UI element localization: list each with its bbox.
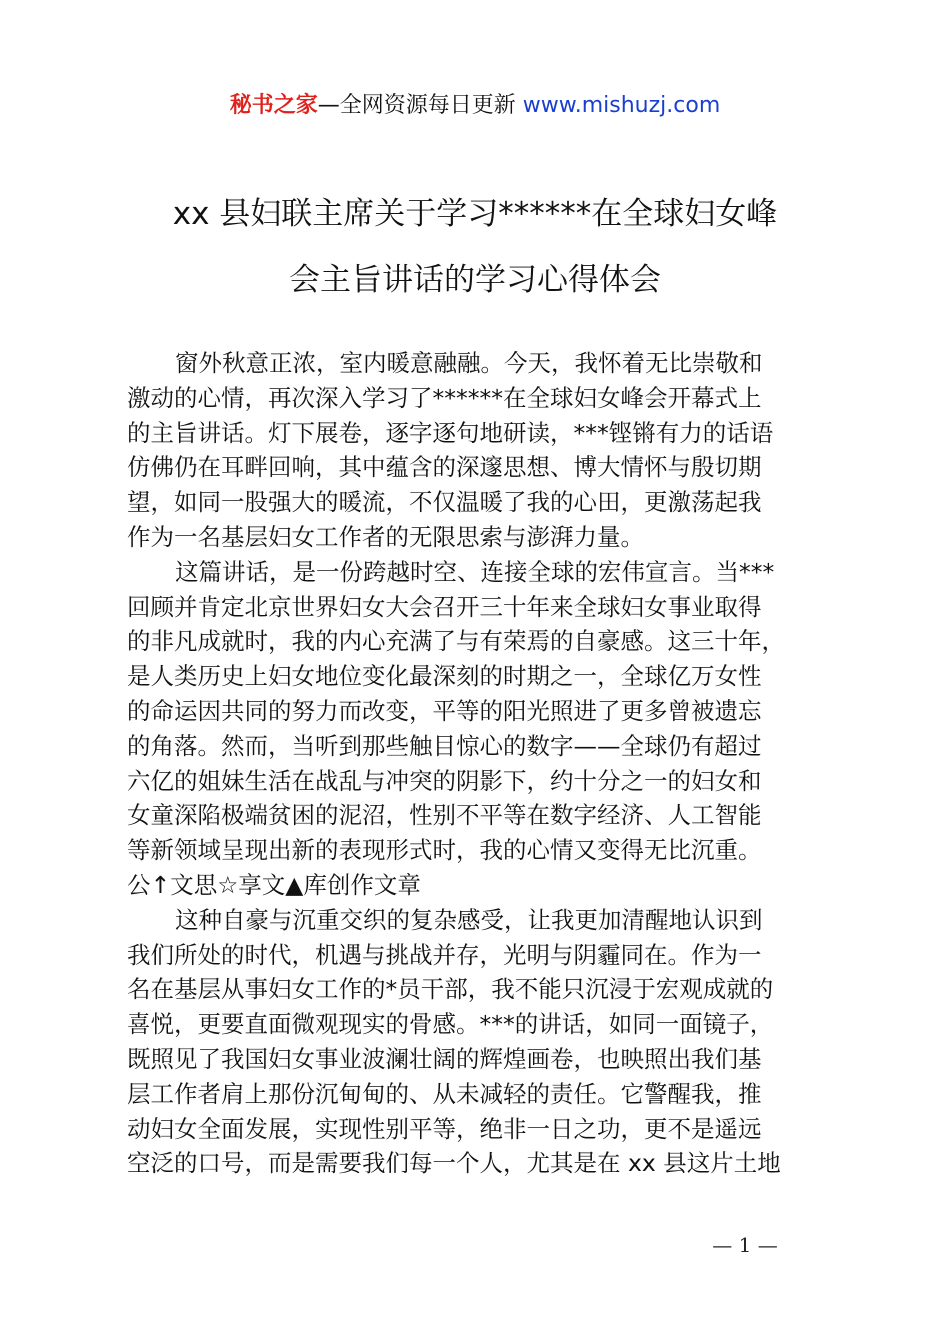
document-title-line-2: 会主旨讲话的学习心得体会 xyxy=(289,262,661,298)
body-line: 层工作者肩上那份沉甸甸的、从未减轻的责任。它警醒我，推 xyxy=(127,1079,762,1108)
body-line: 我们所处的时代，机遇与挑战并存，光明与阴霾同在。作为一 xyxy=(127,940,762,969)
body-line: 窗外秋意正浓，室内暖意融融。今天，我怀着无比崇敬和 xyxy=(175,349,763,377)
body-line: 回顾并肯定北京世界妇女大会召开三十年来全球妇女事业取得 xyxy=(127,592,762,621)
body-line: 女童深陷极端贫困的泥沼，性别不平等在数字经济、人工智能 xyxy=(127,801,762,830)
body-line: 的命运因共同的努力而改变，平等的阳光照进了更多曾被遗忘 xyxy=(127,696,762,725)
document-body xyxy=(127,346,837,1181)
header-slogan: —全网资源每日更新 xyxy=(317,93,523,118)
body-line: 作为一名基层妇女工作者的无限思索与澎湃力量。 xyxy=(127,522,644,551)
document-title-line-1: xx 县妇联主席关于学习******在全球妇女峰 xyxy=(172,196,778,232)
page-number: — 1 — xyxy=(712,1233,778,1257)
site-header xyxy=(0,86,950,126)
body-line: 望，如同一股强大的暖流，不仅温暖了我的心田，更激荡起我 xyxy=(127,488,762,517)
body-line: 六亿的姐妹生活在战乱与冲突的阴影下，约十分之一的妇女和 xyxy=(127,766,762,795)
body-line: 动妇女全面发展，实现性别平等，绝非一日之功，更不是遥远 xyxy=(127,1114,762,1143)
body-line: 激动的心情，再次深入学习了******在全球妇女峰会开幕式上 xyxy=(127,383,762,412)
body-line: 这种自豪与沉重交织的复杂感受，让我更加清醒地认识到 xyxy=(175,905,763,934)
body-line: 是人类历史上妇女地位变化最深刻的时期之一，全球亿万女性 xyxy=(127,662,762,691)
body-line: 空泛的口号，而是需要我们每一个人，尤其是在 xx 县这片土地 xyxy=(127,1149,781,1178)
body-line: 等新领域呈现出新的表现形式时，我的心情又变得无比沉重。 xyxy=(127,836,762,865)
body-line: 这篇讲话，是一份跨越时空、连接全球的宏伟宣言。当*** xyxy=(175,557,775,586)
body-line: 名在基层从事妇女工作的*员干部，我不能只沉浸于宏观成就的 xyxy=(127,975,774,1004)
body-line: 仿佛仍在耳畔回响，其中蕴含的深邃思想、博大情怀与殷切期 xyxy=(127,453,762,482)
body-line: 既照见了我国妇女事业波澜壮阔的辉煌画卷，也映照出我们基 xyxy=(127,1044,762,1073)
watermark-line: 公↑文思☆享文▲库创作文章 xyxy=(127,870,421,899)
brand-name: 秘书之家 xyxy=(229,93,318,118)
body-line: 的非凡成就时，我的内心充满了与有荣焉的自豪感。这三十年， xyxy=(127,627,785,656)
body-line: 的主旨讲话。灯下展卷，逐字逐句地研读，***铿锵有力的话语 xyxy=(127,418,774,447)
site-url-link[interactable]: www.mishuzj.com xyxy=(522,93,721,118)
body-line: 喜悦，更要直面微观现实的骨感。***的讲话，如同一面镜子， xyxy=(127,1010,774,1039)
body-line: 的角落。然而，当听到那些触目惊心的数字——全球仍有超过 xyxy=(127,731,762,760)
